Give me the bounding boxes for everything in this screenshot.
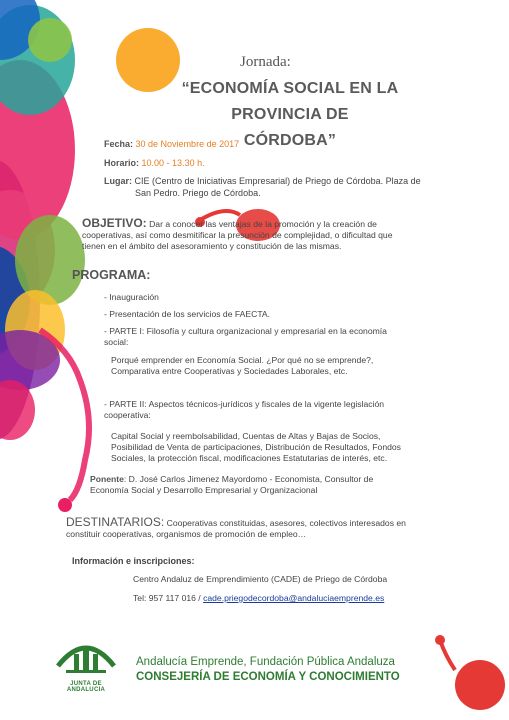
programa-item-4	[104, 399, 438, 421]
fecha-value: 30 de Noviembre de 2017	[135, 139, 240, 149]
objetivo-line-2: cooperativas, así como desmitificar la presunción de complejidad, o dificultad que	[82, 230, 393, 240]
destinatarios-label: DESTINATARIOS:	[66, 515, 165, 529]
horario-label: Horario:	[104, 158, 140, 168]
programa-sub-2	[111, 431, 401, 464]
programa-item-4-line-2: cooperativa:	[104, 410, 151, 420]
footer-text	[136, 655, 400, 685]
ponente-block	[90, 474, 440, 496]
programa-sub-2-line-2: Posibilidad de Venta de participaciones, Distribución de Resultados, Fondos	[111, 442, 401, 452]
junta-logo	[52, 636, 120, 693]
destinatarios-block	[66, 517, 440, 540]
programa-sub-2-line-1: Capital Social y reembolsabilidad, Cuentas de Altas y Bajas de Socios,	[111, 431, 381, 441]
footer-line-1: Andalucía Emprende, Fundación Pública Andaluza	[136, 656, 395, 668]
junta-text: JUNTA DE ANDALUCIA	[66, 681, 106, 693]
programa-item-3-line-1: - PARTE I: Filosofía y cultura organizacional y empresarial en la economía	[104, 326, 387, 336]
jornada-label: Jornada:	[240, 54, 291, 70]
inscripciones-heading: Información e inscripciones:	[72, 556, 195, 566]
inscripciones-center: Centro Andaluz de Emprendimiento (CADE) de Priego de Córdoba	[133, 574, 388, 584]
programa-sub-2-line-3: Sociales, la protección fiscal, modificaciones Estatutarias de interés, etc.	[111, 453, 388, 463]
lugar-row	[104, 175, 421, 187]
objetivo-line-3: tienen en el ámbito del asesoramiento y constitución de las mismas.	[82, 241, 342, 251]
title-line-2: CÓRDOBA”	[243, 132, 337, 149]
ponente-line-1: : D. José Carlos Jimenez Mayordomo - Economista, Consultor de	[123, 474, 374, 484]
programa-item-1: - Inauguración	[104, 292, 159, 302]
inscripciones-contact	[133, 593, 384, 604]
email-link[interactable]: cade.priegodecordoba@andaluciaemprende.es	[203, 593, 385, 603]
inscripciones-tel: Tel: 957 117 016 /	[133, 593, 204, 603]
objetivo-line-1: Dar a conocer las ventajas de la promoción y la creación de	[149, 219, 377, 229]
programa-heading: PROGRAMA:	[72, 268, 151, 282]
lugar-label: Lugar:	[104, 176, 132, 186]
destinatarios-line-2: constituir cooperativas, organismos de promoción de empleo…	[66, 529, 307, 539]
horario-value: 10.00 - 13.30 h.	[141, 158, 205, 168]
programa-item-3-line-2: social:	[104, 337, 129, 347]
lugar-value-1: CIE (Centro de Iniciativas Empresarial) de Priego de Córdoba. Plaza de	[134, 176, 421, 186]
fecha-label: Fecha:	[104, 139, 134, 149]
programa-item-2: - Presentación de los servicios de FAECTA.	[104, 309, 271, 319]
junta-emblem-icon	[52, 636, 120, 676]
title-line-1: “ECONOMÍA SOCIAL EN LA PROVINCIA DE	[181, 80, 399, 123]
fecha-row	[104, 138, 239, 150]
destinatarios-line-1: Cooperativas constituidas, asesores, colectivos interesados en	[166, 518, 406, 528]
ponente-line-2: Economía Social y Desarrollo Empresarial y Organizacional	[90, 485, 318, 495]
objetivo-label: OBJETIVO:	[82, 216, 147, 230]
programa-sub-1	[111, 355, 373, 377]
programa-item-4-line-1: - PARTE II: Aspectos técnicos-jurídicos y fiscales de la vigente legislación	[104, 399, 385, 409]
lugar-value-2: San Pedro. Priego de Córdoba.	[135, 188, 261, 198]
programa-sub-1-line-2: Comparativa entre Cooperativas y Sociedades Laborales, etc.	[111, 366, 348, 376]
horario-row	[104, 157, 205, 169]
programa-item-3	[104, 326, 438, 348]
programa-sub-1-line-1: Porqué emprender en Economía Social. ¿Por qué no se emprende?,	[111, 355, 374, 365]
ponente-label: Ponente	[90, 474, 124, 484]
objetivo-block	[82, 218, 438, 252]
footer-line-2: CONSEJERÍA DE ECONOMÍA Y CONOCIMIENTO	[136, 671, 400, 683]
